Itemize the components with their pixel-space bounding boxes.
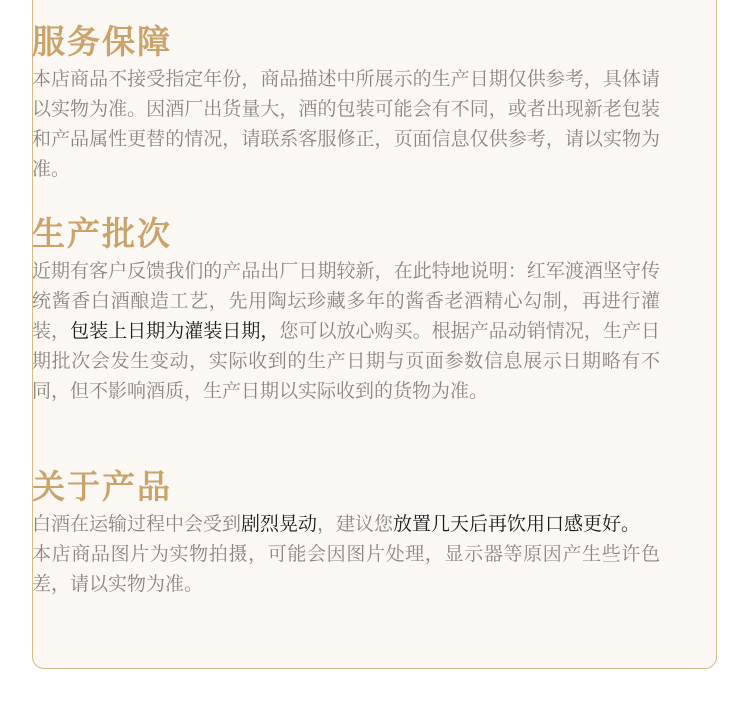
batch-body-text-2: 您可以放心购买。根据产品动销情况，生产日期批次会发生变动，实际收到的生产日期与页面参数信息展示日期略有不同，但不影响酒质，生产日期以实际收到的货物为准。 (32, 320, 660, 402)
product-body-text-1: 白酒在运输过程中会受到 (32, 513, 242, 535)
service-body: 本店商品不接受指定年份，商品描述中所展示的生产日期仅供参考，具体请以实物为准。因酒厂出货量大，酒的包装可能会有不同，或者出现新老包装和产品属性更替的情况，请联系客服修正，页面信息仅供参考，请以实物为准。 (32, 68, 660, 180)
product-title: 关于产品 (32, 467, 172, 506)
batch-section (32, 214, 660, 406)
batch-title: 生产批次 (32, 214, 172, 253)
batch-body-highlight: 包装上日期为灌装日期， (70, 320, 280, 342)
product-body-1 (32, 509, 660, 539)
product-body-highlight-2: 放置几天后再饮用口感更好。 (393, 513, 641, 535)
service-title: 服务保障 (32, 22, 172, 61)
product-section (32, 467, 660, 599)
service-section (32, 22, 660, 184)
batch-body-text-1: 近期有客户反馈我们的产品出厂日期较新，在此特地说明：红军渡酒坚守传统酱香白酒酿造工艺，先用陶坛珍藏多年的酱香老酒精心勾制，再进行灌装， (32, 260, 660, 342)
batch-body (32, 256, 660, 406)
product-body-text-2: ，建议您 (317, 513, 394, 535)
product-body-2: 本店商品图片为实物拍摄，可能会因图片处理，显示器等原因产生些许色差，请以实物为准。 (32, 543, 660, 595)
product-body-highlight-1: 剧烈晃动 (241, 513, 318, 535)
